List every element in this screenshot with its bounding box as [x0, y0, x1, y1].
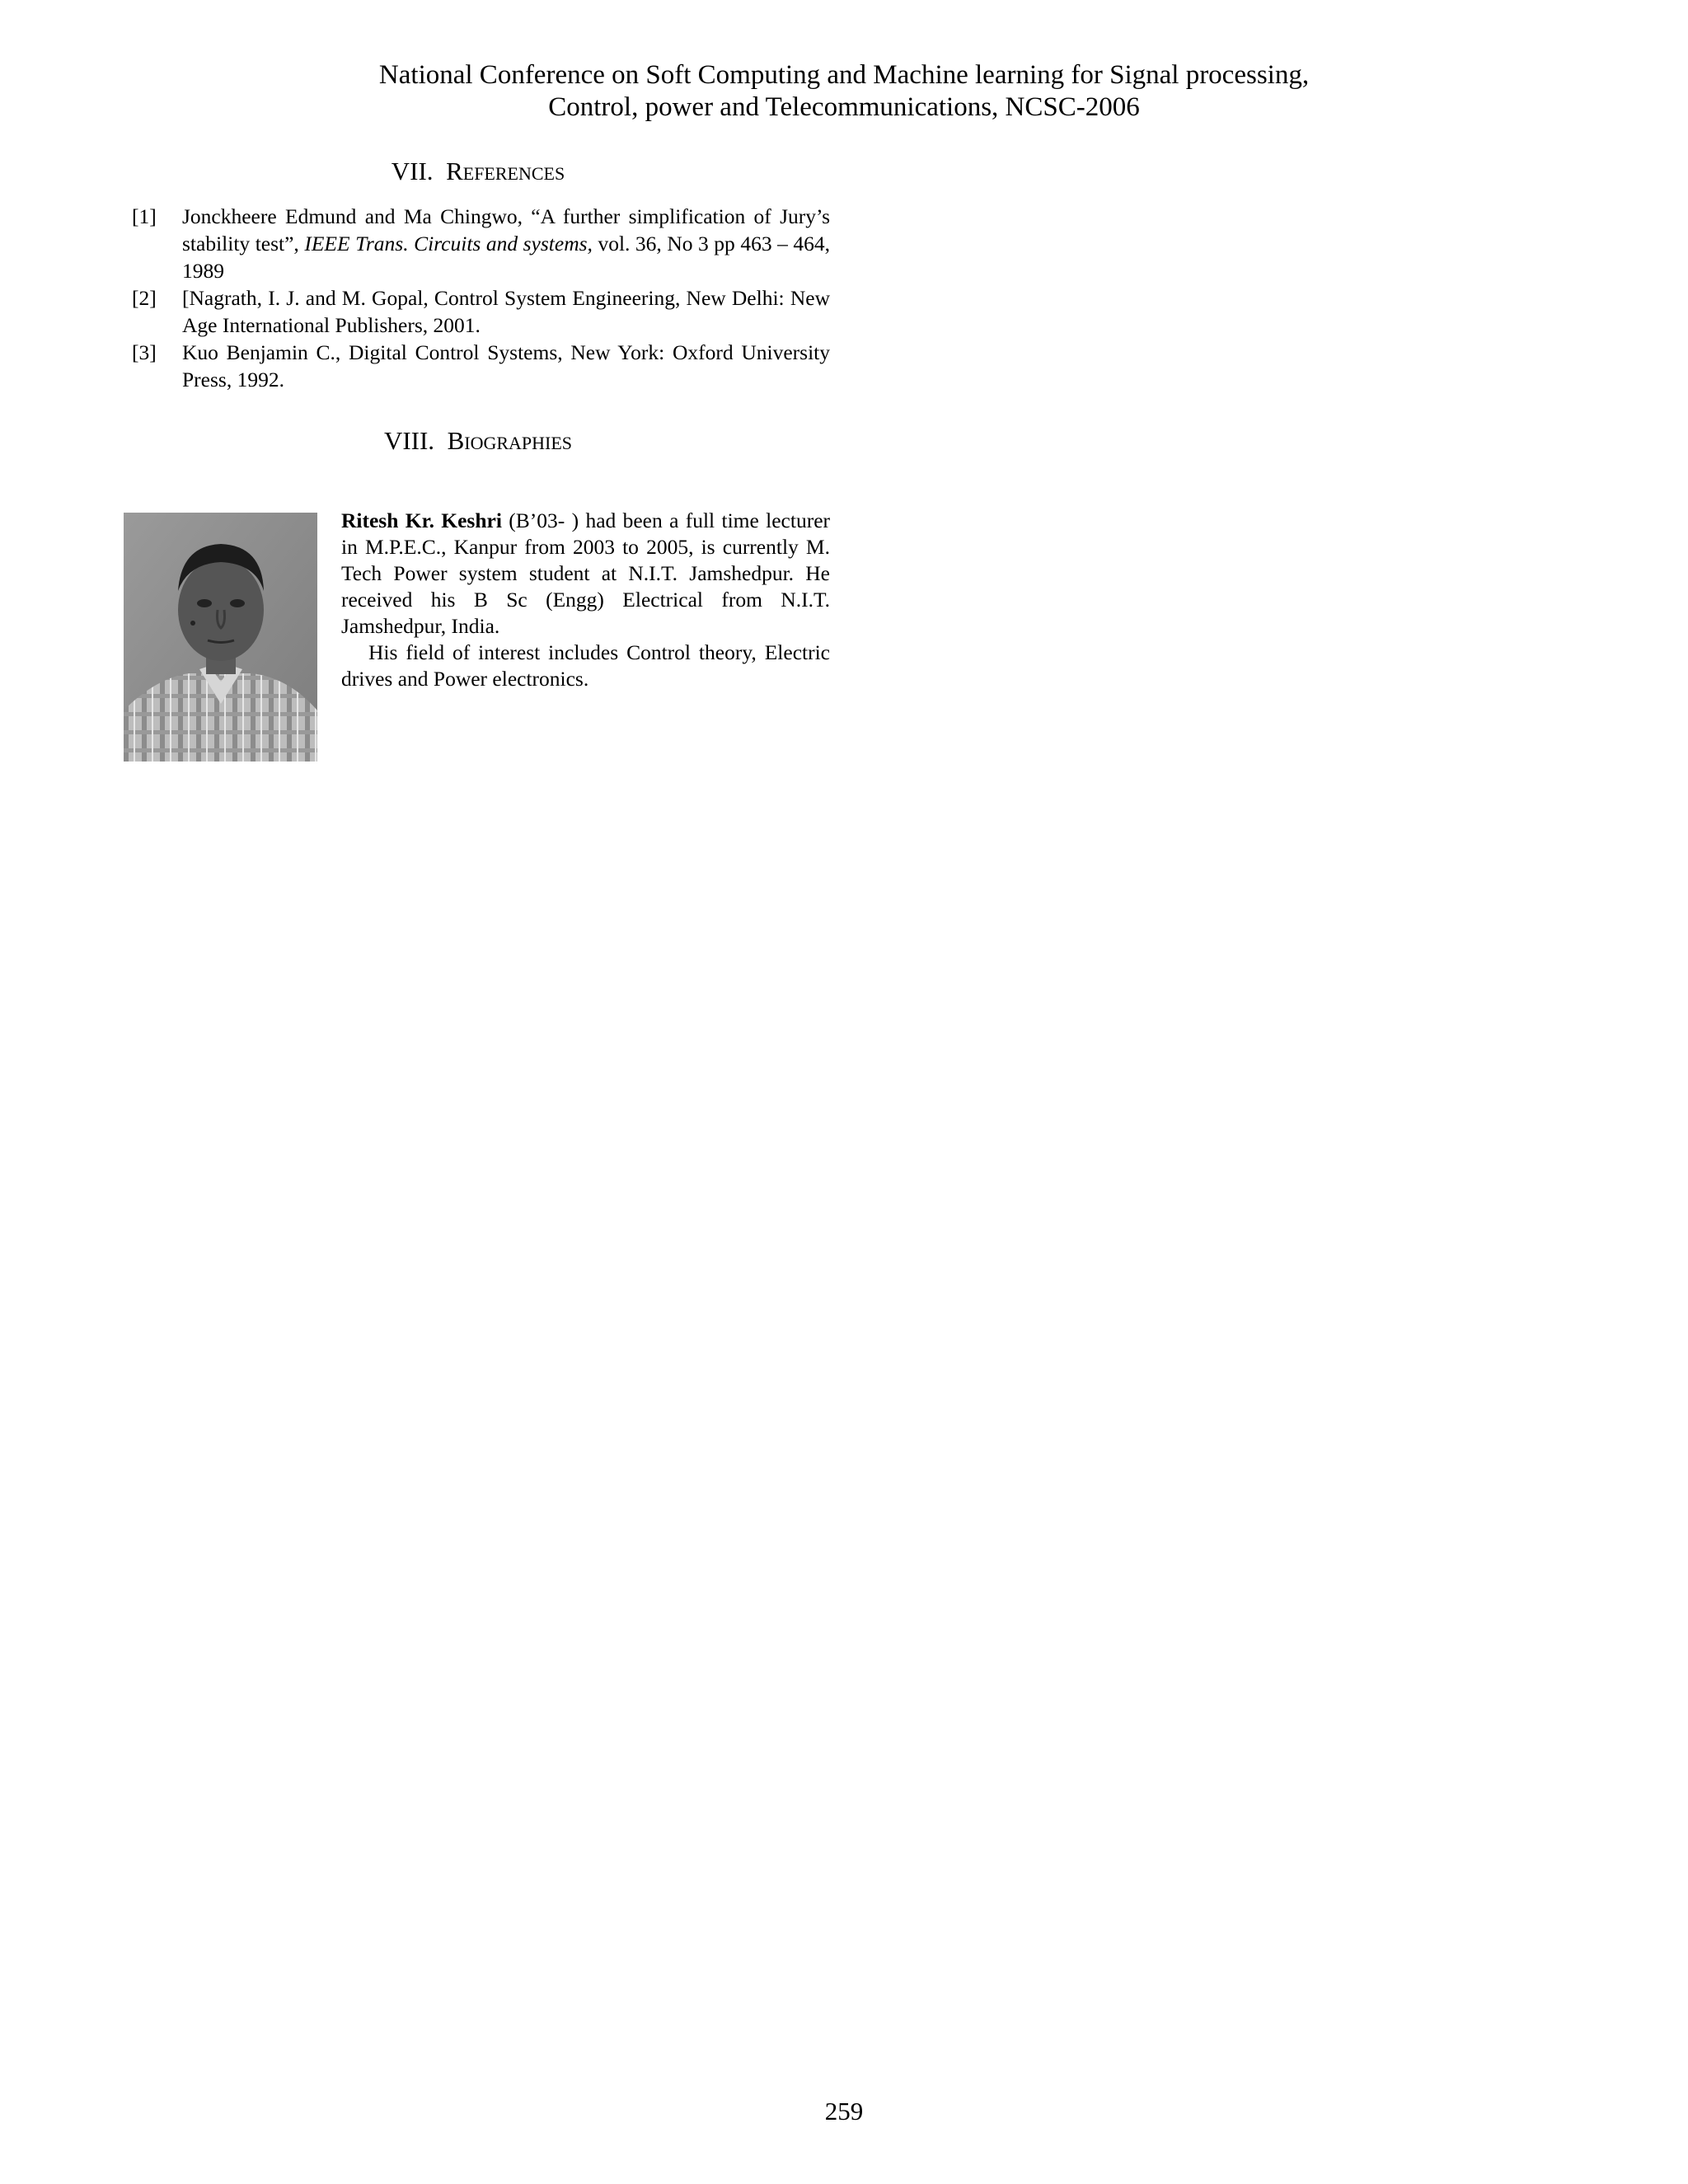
reference-number: [1]	[132, 204, 157, 228]
author-biography	[341, 508, 830, 692]
header-line-2: Control, power and Telecommunications, NCSC-2006	[548, 92, 1140, 122]
author-photo-illustration	[124, 513, 317, 762]
biographies-rest: iographies	[464, 426, 573, 455]
references-list	[132, 203, 830, 393]
page-number: 259	[824, 2097, 864, 2125]
reference-text-pre: Jonckheere Edmund and Ma Chingwo, “A further simplification of Jury’s stability test”,	[182, 204, 830, 255]
header-line-1: National Conference on Soft Computing and Machine learning for Signal processing,	[378, 60, 1310, 90]
references-numeral: VII.	[391, 157, 434, 185]
reference-item	[132, 203, 830, 284]
conference-header	[0, 59, 1688, 124]
reference-text	[182, 203, 830, 284]
reference-text: [Nagrath, I. J. and M. Gopal, Control System Engineering, New Delhi: New Age International Publishers, 2001.	[182, 286, 830, 337]
references-rest: eferences	[462, 157, 565, 185]
author-photo	[124, 513, 317, 762]
references-heading	[124, 157, 832, 186]
biographies-numeral: VIII.	[383, 426, 435, 455]
reference-item	[132, 284, 830, 339]
biographies-first-letter: B	[447, 426, 465, 455]
reference-text: Kuo Benjamin C., Digital Control Systems, New York: Oxford University Press, 1992.	[182, 340, 830, 391]
bio-paragraph	[341, 508, 830, 640]
author-name: Ritesh Kr. Keshri	[341, 509, 502, 532]
reference-journal: IEEE Trans. Circuits and systems,	[304, 232, 593, 255]
references-first-letter: R	[446, 157, 463, 185]
bio-paragraph-2: His field of interest includes Control theory, Electric drives and Power electronics.	[341, 640, 830, 691]
reference-number: [2]	[132, 286, 157, 310]
bio-paragraph-1-text: (B’03- ) had been a full time lecturer in M.P.E.C., Kanpur from 2003 to 2005, is currently M. Tech Power system student at N.I.T. Jamshedpur. He received his B Sc (Engg) Electrical from N.I.T. Jamshedpur, India.	[341, 509, 831, 638]
reference-number: [3]	[132, 340, 157, 364]
reference-text-post: vol. 36, No 3 pp 463 – 464, 1989	[182, 232, 831, 283]
reference-item	[132, 339, 830, 393]
biographies-heading	[124, 426, 832, 456]
